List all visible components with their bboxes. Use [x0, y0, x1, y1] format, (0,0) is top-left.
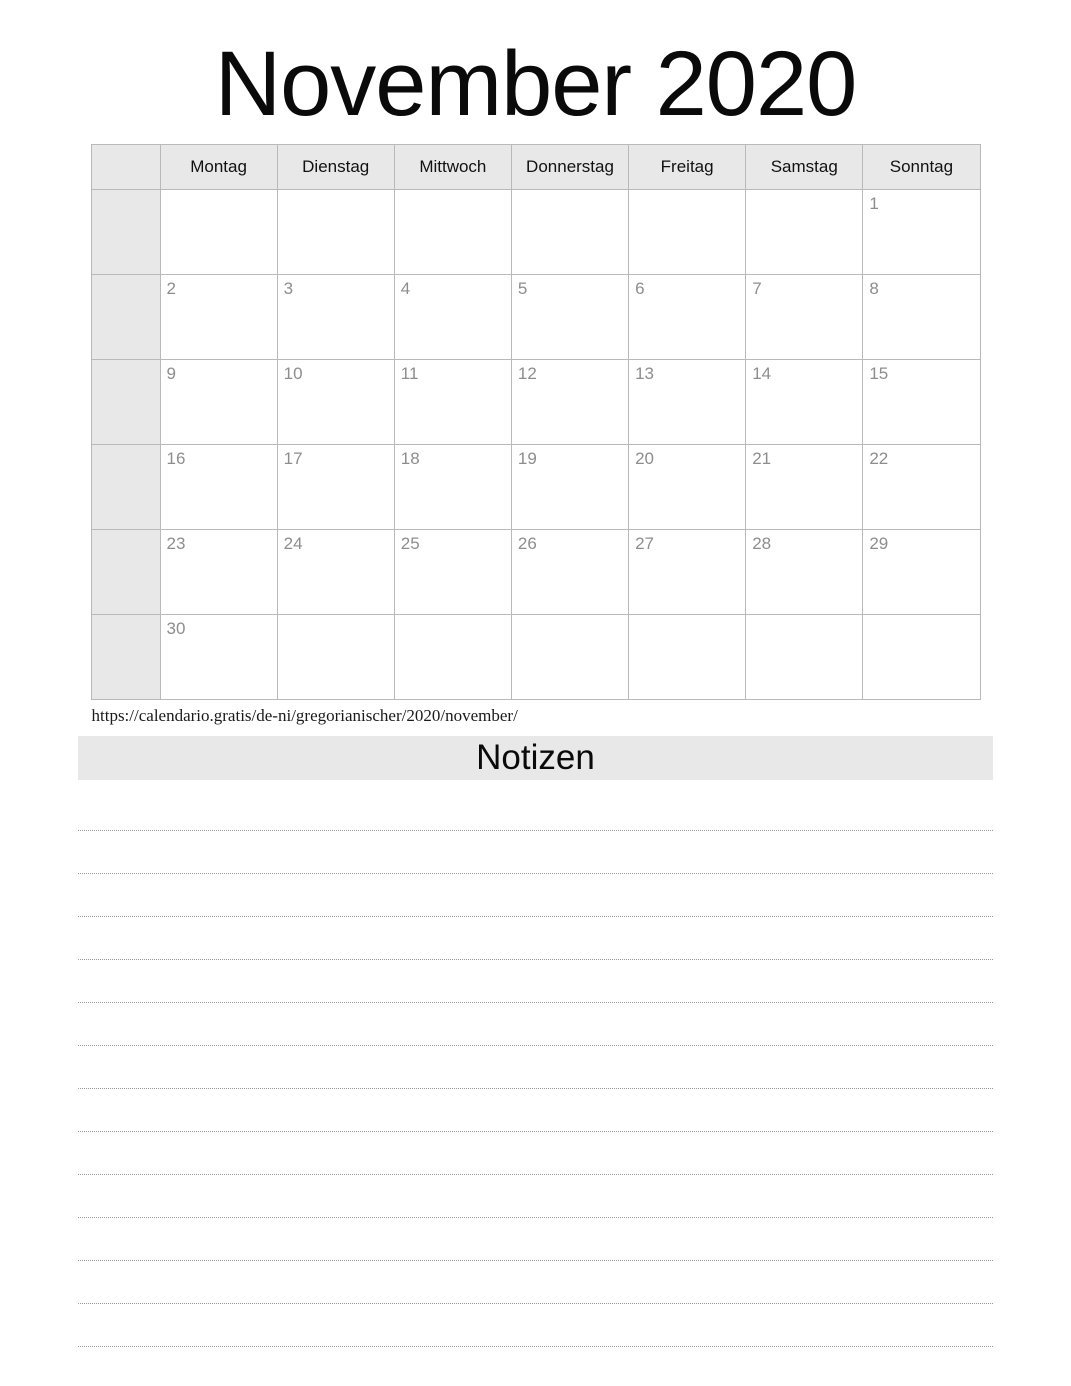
note-line[interactable] [78, 1046, 993, 1089]
day-number: 24 [283, 534, 303, 553]
calendar-day-cell-empty[interactable] [746, 615, 863, 700]
calendar-gutter-cell [91, 530, 160, 615]
calendar-week-row [91, 615, 980, 700]
weekday-header: Montag [160, 145, 277, 190]
calendar-day-cell[interactable] [863, 530, 980, 615]
notes-section [78, 736, 993, 1347]
day-number: 29 [869, 534, 889, 553]
calendar-day-cell[interactable] [277, 445, 394, 530]
day-number: 14 [752, 364, 772, 383]
calendar-gutter-cell [91, 615, 160, 700]
calendar-day-cell-empty[interactable] [511, 615, 628, 700]
day-number: 25 [400, 534, 420, 553]
calendar-day-cell[interactable] [629, 275, 746, 360]
day-number: 1 [869, 194, 879, 213]
calendar-day-cell[interactable] [746, 445, 863, 530]
note-line[interactable] [78, 1089, 993, 1132]
day-number: 9 [166, 364, 176, 383]
day-number: 21 [752, 449, 772, 468]
calendar-day-cell[interactable] [160, 360, 277, 445]
calendar-day-cell[interactable] [746, 360, 863, 445]
calendar-week-row [91, 360, 980, 445]
day-number: 4 [400, 279, 411, 298]
day-number: 7 [752, 279, 762, 298]
day-number: 15 [869, 364, 889, 383]
day-number: 27 [635, 534, 654, 553]
day-number: 2 [166, 279, 176, 298]
calendar-day-cell[interactable] [394, 530, 511, 615]
weekday-header: Mittwoch [394, 145, 511, 190]
note-line[interactable] [78, 874, 993, 917]
calendar-day-cell-empty[interactable] [394, 190, 511, 275]
calendar-day-cell[interactable] [277, 360, 394, 445]
calendar-gutter-cell [91, 190, 160, 275]
calendar-day-cell[interactable] [511, 360, 628, 445]
note-line[interactable] [78, 1003, 993, 1046]
calendar-day-cell[interactable] [746, 275, 863, 360]
calendar-day-cell[interactable] [629, 530, 746, 615]
calendar-gutter-cell [91, 360, 160, 445]
calendar-gutter-cell [91, 275, 160, 360]
calendar-day-cell[interactable] [863, 360, 980, 445]
day-number: 17 [283, 449, 303, 468]
calendar-day-cell[interactable] [863, 275, 980, 360]
note-line[interactable] [78, 831, 993, 874]
notes-lines [78, 788, 993, 1347]
calendar-day-cell-empty[interactable] [160, 190, 277, 275]
calendar-day-cell-empty[interactable] [746, 190, 863, 275]
note-line[interactable] [78, 1132, 993, 1175]
calendar-day-cell[interactable] [511, 445, 628, 530]
note-line[interactable] [78, 1261, 993, 1304]
calendar-day-cell-empty[interactable] [277, 190, 394, 275]
calendar-day-cell[interactable] [863, 190, 980, 275]
weekday-header: Freitag [629, 145, 746, 190]
day-number: 12 [517, 364, 537, 383]
day-number: 30 [166, 619, 186, 638]
note-line[interactable] [78, 788, 993, 831]
calendar-day-cell[interactable] [394, 360, 511, 445]
page-title: November 2020 [214, 33, 857, 135]
day-number: 10 [283, 364, 303, 383]
calendar-week-row [91, 275, 980, 360]
weekday-header: Samstag [746, 145, 863, 190]
calendar-day-cell[interactable] [160, 275, 277, 360]
calendar-container [91, 144, 981, 700]
calendar-day-cell[interactable] [160, 615, 277, 700]
calendar-day-cell[interactable] [394, 275, 511, 360]
day-number: 18 [400, 449, 420, 468]
day-number: 8 [869, 279, 879, 298]
calendar-day-cell[interactable] [629, 445, 746, 530]
note-line[interactable] [78, 1175, 993, 1218]
day-number: 19 [517, 449, 537, 468]
day-number: 28 [752, 534, 772, 553]
day-number: 3 [283, 279, 294, 298]
weekday-header: Donnerstag [511, 145, 628, 190]
note-line[interactable] [78, 960, 993, 1003]
day-number: 6 [635, 279, 645, 298]
source-url[interactable]: https://calendario.gratis/de-ni/gregorianischer/2020/november/ [91, 706, 518, 725]
calendar-week-row [91, 190, 980, 275]
calendar-day-cell[interactable] [277, 530, 394, 615]
calendar-day-cell[interactable] [160, 530, 277, 615]
day-number: 20 [635, 449, 654, 468]
calendar-gutter-header [91, 145, 160, 190]
calendar-day-cell[interactable] [394, 445, 511, 530]
calendar-day-cell[interactable] [511, 275, 628, 360]
calendar-day-cell-empty[interactable] [277, 615, 394, 700]
weekday-header: Sonntag [863, 145, 980, 190]
calendar-week-row [91, 445, 980, 530]
note-line[interactable] [78, 1304, 993, 1347]
calendar-gutter-cell [91, 445, 160, 530]
notes-heading: Notizen [78, 736, 993, 780]
note-line[interactable] [78, 1218, 993, 1261]
calendar-day-cell[interactable] [277, 275, 394, 360]
calendar-day-cell[interactable] [746, 530, 863, 615]
calendar-week-row [91, 530, 980, 615]
calendar-day-cell[interactable] [863, 445, 980, 530]
weekday-header: Dienstag [277, 145, 394, 190]
calendar-day-cell-empty[interactable] [394, 615, 511, 700]
day-number: 22 [869, 449, 889, 468]
note-line[interactable] [78, 917, 993, 960]
calendar-day-cell-empty[interactable] [863, 615, 980, 700]
calendar-day-cell[interactable] [511, 530, 628, 615]
calendar-day-cell[interactable] [160, 445, 277, 530]
calendar-day-cell-empty[interactable] [629, 190, 746, 275]
calendar-day-cell-empty[interactable] [511, 190, 628, 275]
day-number: 13 [635, 364, 654, 383]
day-number: 16 [166, 449, 186, 468]
calendar-day-cell-empty[interactable] [629, 615, 746, 700]
day-number: 23 [166, 534, 186, 553]
calendar-table [91, 144, 981, 700]
calendar-day-cell[interactable] [629, 360, 746, 445]
day-number: 11 [400, 364, 419, 383]
day-number: 5 [517, 279, 528, 298]
day-number: 26 [517, 534, 537, 553]
